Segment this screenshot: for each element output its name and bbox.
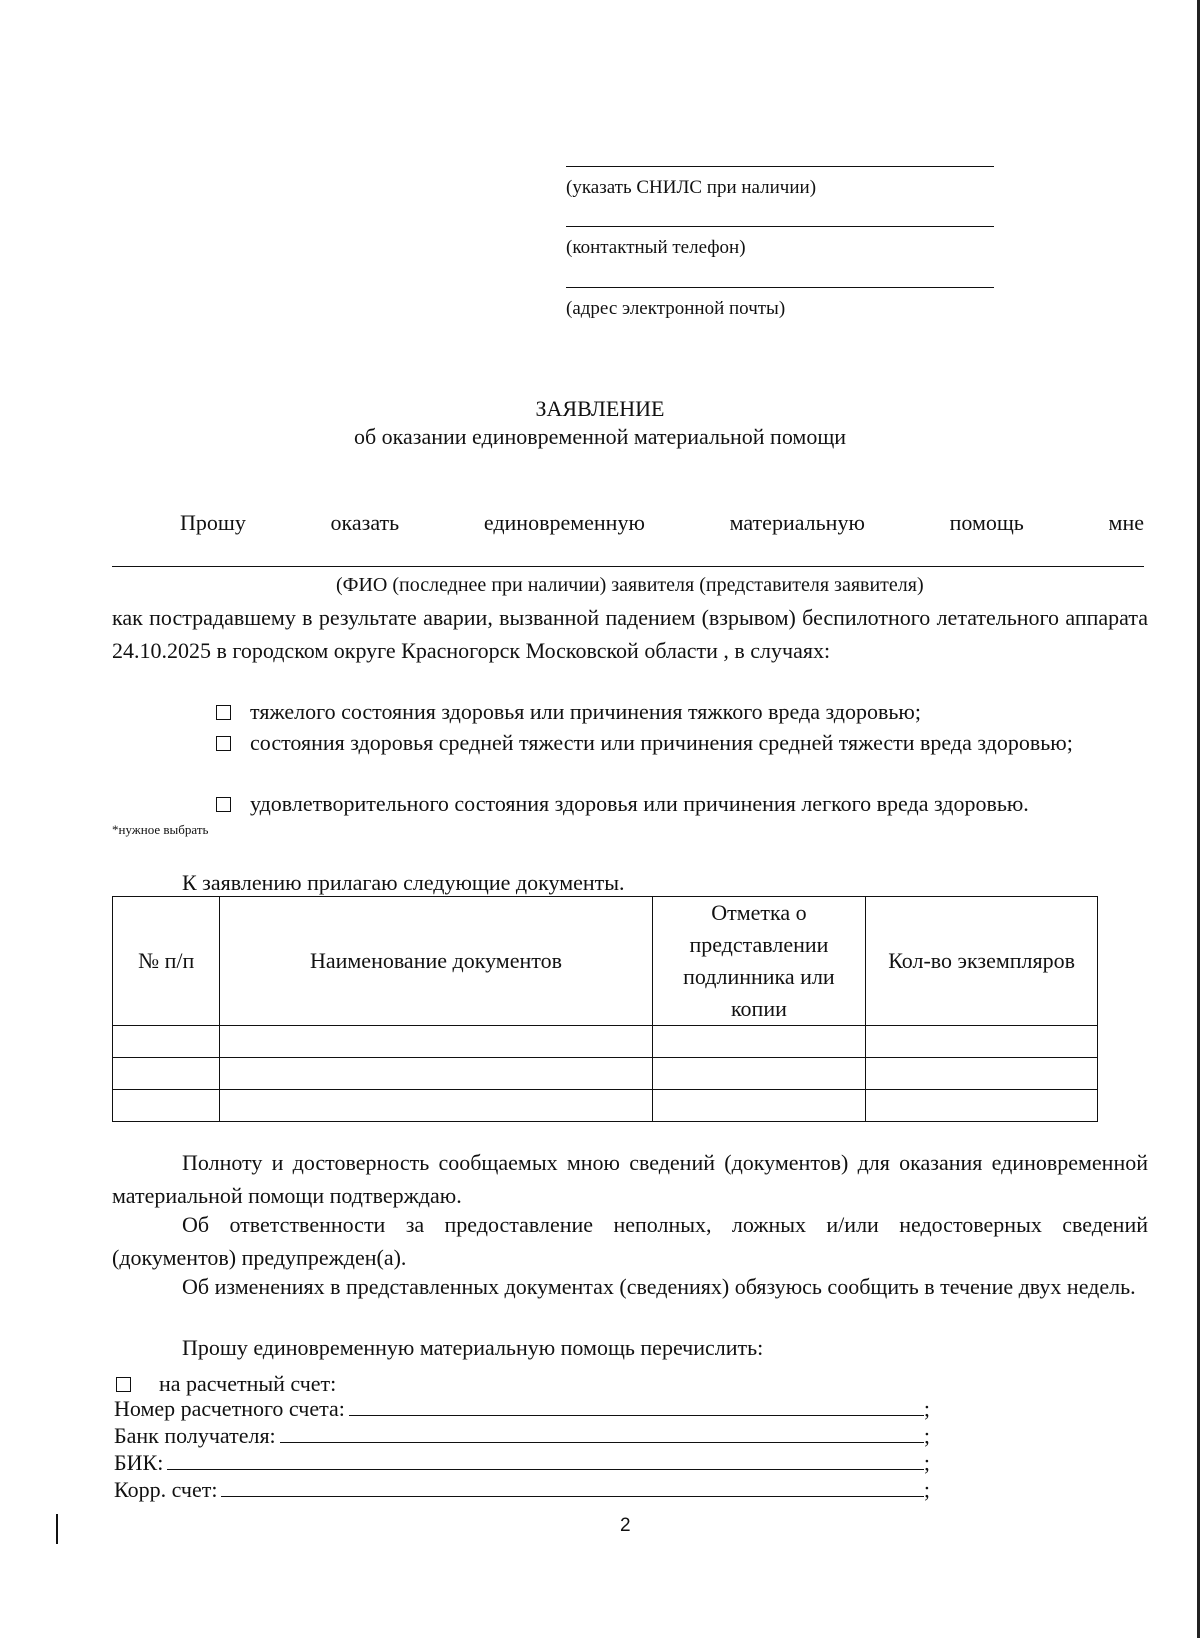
column-header-copies: Кол-во экземпляров (866, 897, 1098, 1026)
confirmation-paragraph: Полноту и достоверность сообщаемых мною сведений (документов) для оказания единовременной материальной помощи подтверждаю. (112, 1150, 1148, 1208)
margin-mark (56, 1514, 58, 1544)
option-label: тяжелого состояния здоровья или причинения тяжкого вреда здоровью; (250, 699, 921, 724)
table-cell[interactable] (866, 1090, 1098, 1122)
table-cell[interactable] (220, 1026, 652, 1058)
table-cell[interactable] (113, 1058, 220, 1090)
transfer-request-paragraph: Прошу единовременную материальную помощь перечислить: (182, 1335, 764, 1360)
option-satisfactory (216, 787, 1146, 820)
responsibility-paragraph: Об ответственности за предоставление неполных, ложных и/или недостоверных сведений (документов) предупрежден(а). (112, 1212, 1148, 1270)
email-block (566, 287, 996, 320)
table-row (113, 1026, 1098, 1058)
document-title: ЗАЯВЛЕНИЕ (535, 396, 665, 421)
checkbox-satisfactory[interactable] (216, 797, 231, 812)
footnote: *нужное выбрать (112, 822, 209, 837)
request-word: оказать (330, 510, 400, 535)
phone-block (566, 226, 996, 259)
request-word: Прошу (180, 510, 246, 535)
snils-field[interactable] (566, 166, 994, 167)
fio-caption: (ФИО (последнее при наличии) заявителя (представителя заявителя) (336, 574, 924, 596)
field-end: ; (923, 1423, 930, 1448)
table-row (113, 1090, 1098, 1122)
account-number-input[interactable] (349, 1396, 924, 1416)
phone-field[interactable] (566, 226, 994, 227)
field-bank (114, 1422, 930, 1449)
email-caption: (адрес электронной почты) (566, 298, 786, 319)
column-header-name: Наименование документов (220, 897, 652, 1026)
payment-option-account (116, 1371, 336, 1397)
option-label: состояния здоровья средней тяжести или причинения средней тяжести вреда здоровью; (250, 730, 1073, 755)
table-cell[interactable] (220, 1090, 652, 1122)
option-severe (216, 695, 1146, 728)
option-moderate (216, 726, 1146, 759)
table-cell[interactable] (652, 1026, 866, 1058)
field-corr-account (114, 1476, 930, 1503)
column-header-original-mark: Отметка о представлении подлинника или копии (652, 897, 866, 1026)
bik-input[interactable] (167, 1450, 924, 1470)
request-word: мне (1108, 510, 1144, 535)
request-line (112, 510, 1144, 536)
table-cell[interactable] (866, 1026, 1098, 1058)
fio-field[interactable] (112, 566, 1144, 567)
table-cell[interactable] (113, 1090, 220, 1122)
table-cell[interactable] (220, 1058, 652, 1090)
field-label: Банк получателя: (114, 1423, 276, 1448)
table-row (113, 1058, 1098, 1090)
request-word: материальную (729, 510, 865, 535)
request-word: единовременную (483, 510, 645, 535)
table-header-row (113, 897, 1098, 1026)
document-subtitle: об оказании единовременной материальной помощи (353, 424, 847, 449)
snils-block (566, 166, 996, 199)
table-cell[interactable] (113, 1026, 220, 1058)
checkbox-account[interactable] (116, 1377, 131, 1392)
field-label: Корр. счет: (114, 1477, 218, 1502)
corr-account-input[interactable] (221, 1477, 923, 1497)
field-label: БИК: (114, 1450, 164, 1475)
snils-caption: (указать СНИЛС при наличии) (566, 177, 817, 198)
field-bik (114, 1449, 930, 1476)
payment-option-label: на расчетный счет: (159, 1371, 337, 1396)
changes-paragraph: Об изменениях в представленных документах (сведениях) обязуюсь сообщить в течение двух недель. (182, 1274, 1136, 1299)
checkbox-moderate[interactable] (216, 736, 231, 751)
phone-caption: (контактный телефон) (566, 237, 746, 258)
table-cell[interactable] (866, 1058, 1098, 1090)
table-cell[interactable] (652, 1058, 866, 1090)
option-label: удовлетворительного состояния здоровья или причинения легкого вреда здоровью. (250, 791, 1029, 816)
page-number: 2 (620, 1515, 631, 1536)
field-label: Номер расчетного счета: (114, 1396, 345, 1421)
field-end: ; (923, 1477, 930, 1502)
field-account-number (114, 1395, 930, 1422)
request-word: помощь (949, 510, 1024, 535)
documents-intro: К заявлению прилагаю следующие документы. (182, 870, 625, 895)
table-cell[interactable] (652, 1090, 866, 1122)
column-header-number: № п/п (113, 897, 220, 1026)
bank-input[interactable] (280, 1423, 924, 1443)
email-field[interactable] (566, 287, 994, 288)
checkbox-severe[interactable] (216, 705, 231, 720)
field-end: ; (923, 1450, 930, 1475)
request-body: как пострадавшему в результате аварии, вызванной падением (взрывом) беспилотного летательного аппарата 24.10.2025 в городском округе Красногорск Московской области , в случаях: (112, 605, 1148, 663)
field-end: ; (923, 1396, 930, 1421)
documents-table (112, 896, 1098, 1122)
